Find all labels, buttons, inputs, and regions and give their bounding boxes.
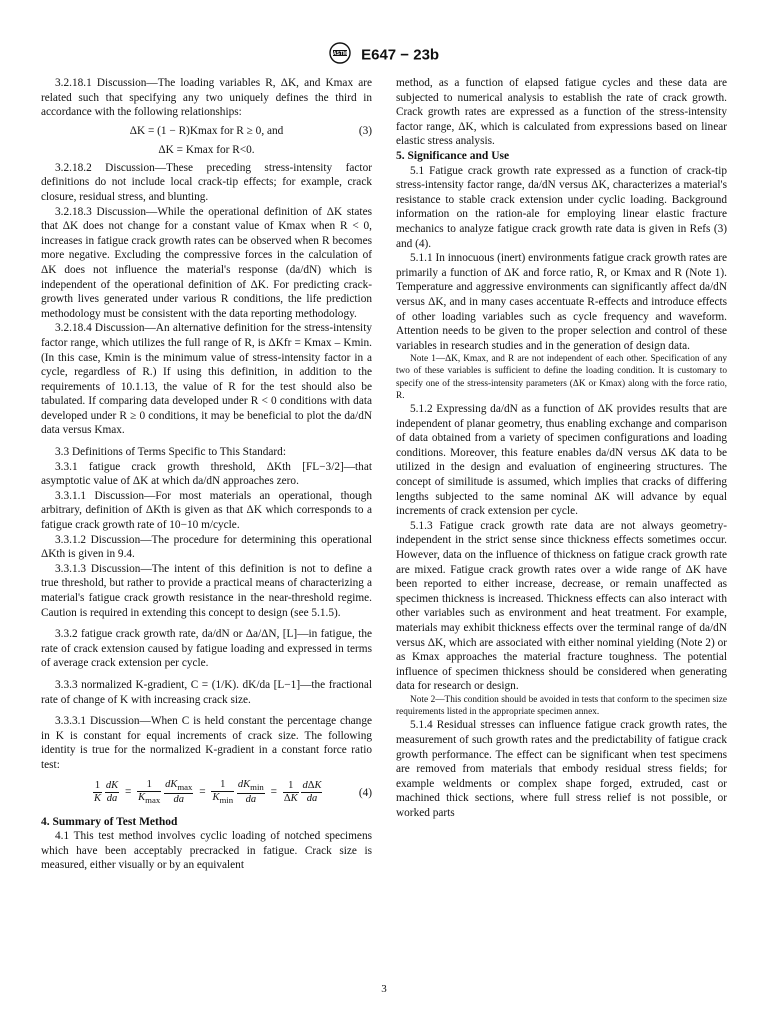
- page-number: 3: [381, 983, 387, 995]
- paragraph-3-3-1-1: 3.3.1.1 Discussion—For most materials an operational, though arbitrary, definition of ΔKth is given as that ΔK which corresponds to a fatigue crack growth rate of 10−10 m/cycle.: [41, 489, 372, 532]
- paragraph-3-3-2: 3.3.2 fatigue crack growth rate, da/dN or Δa/ΔN, [L]—in fatigue, the rate of crack extension caused by fatigue loading and expressed in terms of average crack extension per cycle.: [41, 628, 372, 670]
- equation-3a: [41, 123, 372, 139]
- paragraph-3-2-18-3: 3.2.18.3 Discussion—While the operational definition of ΔK states that ΔK does not change for a constant value of Kmax when R < 0, increases in fatigue crack growth rates can be observed when R becomes more negative. Excluding the compressive forces in the calculation of ΔK does not influence the material's response (da/dN) which is independent of the operational definition of ΔK. For predicting crack-growth lives generated under various R conditions, the life prediction methodology must be consistent with the data reporting methodology.: [41, 205, 372, 320]
- paragraph-3-2-18-2: 3.2.18.2 Discussion—These preceding stress-intensity factor definitions do not include local crack-tip effects; for example, crack closure, residual stress, and blunting.: [41, 161, 372, 203]
- equation-number: (4): [358, 786, 372, 799]
- paragraph-5-1-3: 5.1.3 Fatigue crack growth rate data are not always geometry-independent in the strict sense since thickness effects sometimes occur. However, data on the influence of thickness on fatigue crack growth rate are mixed. Fatigue crack growth rates over a wide range of ΔK have been reported to either increase, decrease, or remain unaffected as specimen thickness is increased. Thickness effects can also interact with other variables such as environment and heat treatment. For example, materials may exhibit thickness effects over the terminal range of da/dN versus ΔK, which are associated with either nominal yielding (Note 2) or as Kmax approaches the material fracture toughness. The potential influence of specimen thickness should be considered when generating data for research or design.: [396, 519, 727, 693]
- equation-4-body: $\frac{1}{K}$ $\frac{dK}{da}$ = $\frac{1}{K_{max}}$ $\frac{dK_{max}}{da}$ = $\frac{1}{K_{min}}$ $\frac{dK_{min}}{da}$ = $\frac{1}{\Delta K}$ $\frac{\text{dΔK}}{da}$: [94, 778, 322, 805]
- paragraph-4-1-continued: method, as a function of elapsed fatigue cycles and these data are subjected to numerical analysis to establish the rate of crack growth. Crack growth rates are expressed as a function of the stress-intensity factor range, ΔK, which is calculated from expressions based on linear elastic stress analysis.: [396, 77, 727, 148]
- paragraph-5-1-1: 5.1.1 In innocuous (inert) environments fatigue crack growth rates are primarily a function of ΔK and force ratio, R, or Kmax and R (Note 1). Temperature and aggressive environments can significantly affect da/dN versus ΔK, and in many cases accentuate R-effects and introduce effects of other loading variables such as cycle frequency and waveform. Attention needs to be given to the proper selection and control of these variables in research studies and in the generation of design data.: [396, 252, 727, 352]
- equation-3b: [41, 142, 372, 158]
- paragraph-5-1: 5.1 Fatigue crack growth rate expressed as a function of crack-tip stress-intensity factor range, da/dN versus ΔK, characterizes a material's resistance to stable crack extension under cyclic loading. Background information on the ration-ale for employing linear elastic fracture mechanics to analyze fatigue crack growth rate data is given in Refs (3) and (4).: [396, 164, 727, 250]
- equation-3b-text: ΔK = Kmax for R<0.: [158, 143, 255, 156]
- section-heading-4: 4. Summary of Test Method: [41, 815, 178, 828]
- standard-code: E647 − 23b: [361, 46, 440, 64]
- paragraph-3-3: 3.3 Definitions of Terms Specific to This Standard:: [55, 446, 286, 459]
- paragraph-3-2-18-1: 3.2.18.1 Discussion—The loading variables R, ΔK, and Kmax are related such that specifying any two uniquely defines the third in accordance with the following relationships:: [41, 77, 372, 119]
- note-2: Note 2—This condition should be avoided in tests that conform to the specimen size requirements listed in the appropriate specimen annex.: [396, 694, 727, 718]
- equation-3a-text: ΔK = (1 − R)Kmax for R ≥ 0, and: [129, 124, 284, 137]
- page-header: [0, 42, 768, 68]
- note-1: Note 1—ΔK, Kmax, and R are not independent of each other. Specification of any two of these variables is sufficient to define the loading condition. It is customary to specify one of the stress-intensity parameters (ΔK or Kmax) along with the force ratio, R.: [396, 354, 727, 401]
- paragraph-3-3-1-3: 3.3.1.3 Discussion—The intent of this definition is not to define a true threshold, but rather to provide a practical means of characterizing a material's fatigue crack growth resistance in the near-threshold regime. Caution is required in extending this concept to design (see 5.1.5).: [41, 562, 372, 619]
- paragraph-3-3-1: 3.3.1 fatigue crack growth threshold, ΔKth [FL−3/2]—that asymptotic value of ΔK at which da/dN approaches zero.: [41, 460, 372, 488]
- paragraph-3-3-1-2: 3.3.1.2 Discussion—The procedure for determining this operational ΔKth is given in 9.4.: [41, 533, 372, 561]
- paragraph-5-1-4: 5.1.4 Residual stresses can influence fatigue crack growth rates, the measurement of such growth rates and the predictability of fatigue crack growth performance. The effect can be significant when test specimens are removed from materials that embody residual stress fields; for example weldments or complex shape forged, extruded, cast or machined thick sections, where full stress relief is not possible, or worked parts: [396, 719, 727, 819]
- paragraph-4-1: 4.1 This test method involves cyclic loading of notched specimens which have been acceptably precracked in fatigue. Crack size is measured, either visually or by an equivalent: [41, 830, 372, 872]
- svg-text:ASTM: ASTM: [332, 51, 348, 57]
- equation-4: [41, 777, 372, 811]
- section-heading-5: 5. Significance and Use: [396, 149, 510, 162]
- right-column: [396, 76, 727, 821]
- equation-number: (3): [358, 124, 372, 137]
- paragraph-5-1-2: 5.1.2 Expressing da/dN as a function of ΔK provides results that are independent of planar geometry, thus enabling exchange and comparison of data obtained from a variety of specimen configurations and loading conditions. Moreover, this feature enables da/dN versus ΔK data to be utilized in the design and evaluation of engineering structures. The concept of similitude is assumed, which implies that cracks of differing lengths subjected to the same nominal ΔK will advance by equal increments of crack extension per cycle.: [396, 403, 727, 518]
- paragraph-3-2-18-4: 3.2.18.4 Discussion—An alternative definition for the stress-intensity factor range, which utilizes the full range of R, is ΔKfr = Kmax – Kmin. (In this case, Kmin is the minimum value of stress-intensity factor in a cycle, regardless of R.) If using this definition, in addition to the requirements of 10.1.13, the value of R for the test should also be tabulated. If comparing data developed under R < 0 conditions with data developed under R ≥ 0 conditions, it may be beneficial to plot the da/dN data versus Kmax.: [41, 322, 372, 437]
- paragraph-3-3-3: 3.3.3 normalized K-gradient, C = (1/K). dK/da [L−1]—the fractional rate of change of K with increasing crack size.: [41, 678, 372, 706]
- left-column: [41, 76, 372, 873]
- astm-logo-icon: [329, 42, 351, 68]
- paragraph-3-3-3-1: 3.3.3.1 Discussion—When C is held constant the percentage change in K is constant for equal increments of crack size. The following identity is true for the normalized K-gradient in a constant force ratio test:: [41, 715, 372, 771]
